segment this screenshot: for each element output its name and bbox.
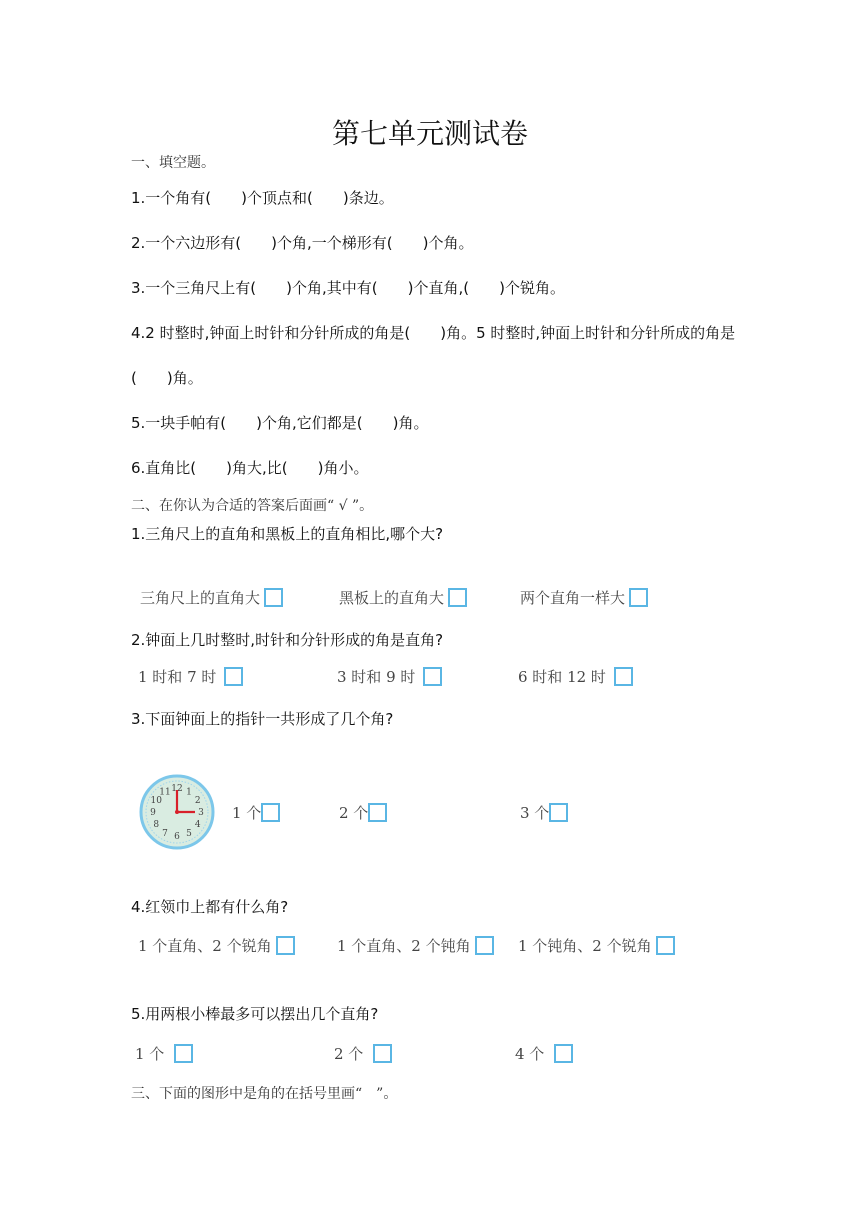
option-2-2-c: 6 时和 12 时	[518, 666, 633, 687]
option-2-5-c: 4 个	[515, 1043, 573, 1064]
question-2-3: 3.下面钟面上的指针一共形成了几个角?	[131, 710, 394, 728]
option-2-5-a: 1 个	[135, 1043, 193, 1064]
answer-checkbox[interactable]	[373, 1044, 392, 1063]
option-2-1-b: 黑板上的直角大	[339, 587, 467, 608]
option-2-3-c: 3 个	[520, 802, 568, 823]
option-2-4-a: 1 个直角、2 个锐角	[138, 935, 295, 956]
section-2-heading: 二、在你认为合适的答案后面画“ √ ”。	[131, 498, 374, 514]
question-2-1: 1.三角尺上的直角和黑板上的直角相比,哪个大?	[131, 525, 444, 543]
question-2-2: 2.钟面上几时整时,时针和分针形成的角是直角?	[131, 631, 444, 649]
question-2-5: 5.用两根小棒最多可以摆出几个直角?	[131, 1005, 379, 1023]
answer-checkbox[interactable]	[261, 803, 280, 822]
option-2-5-b: 2 个	[334, 1043, 392, 1064]
answer-checkbox[interactable]	[448, 588, 467, 607]
clock-numeral: 5	[186, 829, 192, 839]
answer-checkbox[interactable]	[368, 803, 387, 822]
section-3-heading: 三、下面的图形中是角的在括号里画“ ”。	[131, 1086, 398, 1102]
clock-numeral: 9	[150, 808, 156, 819]
section-1-heading: 一、填空题。	[131, 155, 215, 171]
question-1-3: 3.一个三角尺上有( )个角,其中有( )个直角,( )个锐角。	[131, 279, 565, 297]
clock-numeral: 6	[174, 832, 180, 843]
option-2-1-a: 三角尺上的直角大	[140, 587, 283, 608]
answer-checkbox[interactable]	[276, 936, 295, 955]
clock-numeral: 2	[194, 796, 201, 807]
option-2-3-b: 2 个	[339, 802, 387, 823]
clock-numeral: 8	[153, 820, 160, 831]
option-2-4-c: 1 个钝角、2 个锐角	[518, 935, 675, 956]
option-2-2-a: 1 时和 7 时	[138, 666, 243, 687]
clock-numeral: 4	[194, 820, 201, 831]
question-1-4-continued: ( )角。	[131, 369, 203, 387]
question-2-4: 4.红领巾上都有什么角?	[131, 898, 289, 916]
answer-checkbox[interactable]	[264, 588, 283, 607]
question-1-1: 1.一个角有( )个顶点和( )条边。	[131, 189, 394, 207]
answer-checkbox[interactable]	[554, 1044, 573, 1063]
option-2-4-b: 1 个直角、2 个钝角	[337, 935, 494, 956]
clock-numeral: 7	[162, 829, 168, 839]
answer-checkbox[interactable]	[423, 667, 442, 686]
question-1-2: 2.一个六边形有( )个角,一个梯形有( )个角。	[131, 234, 474, 252]
clock-numeral: 1	[186, 787, 192, 798]
page-title: 第七单元测试卷	[331, 117, 528, 150]
answer-checkbox[interactable]	[549, 803, 568, 822]
clock-icon	[139, 774, 215, 850]
clock-numeral: 11	[159, 787, 171, 798]
clock-numeral: 10	[150, 796, 162, 807]
clock-numeral: 3	[198, 808, 204, 819]
answer-checkbox[interactable]	[475, 936, 494, 955]
question-1-4: 4.2 时整时,钟面上时针和分针所成的角是( )角。5 时整时,钟面上时针和分针所成的角是	[131, 324, 736, 342]
option-2-1-c: 两个直角一样大	[520, 587, 648, 608]
option-2-3-a: 1 个	[232, 802, 280, 823]
answer-checkbox[interactable]	[629, 588, 648, 607]
clock-numeral: 12	[171, 784, 183, 795]
option-2-2-b: 3 时和 9 时	[337, 666, 442, 687]
answer-checkbox[interactable]	[174, 1044, 193, 1063]
answer-checkbox[interactable]	[224, 667, 243, 686]
answer-checkbox[interactable]	[656, 936, 675, 955]
answer-checkbox[interactable]	[614, 667, 633, 686]
question-1-5: 5.一块手帕有( )个角,它们都是( )角。	[131, 414, 429, 432]
question-1-6: 6.直角比( )角大,比( )角小。	[131, 459, 369, 477]
